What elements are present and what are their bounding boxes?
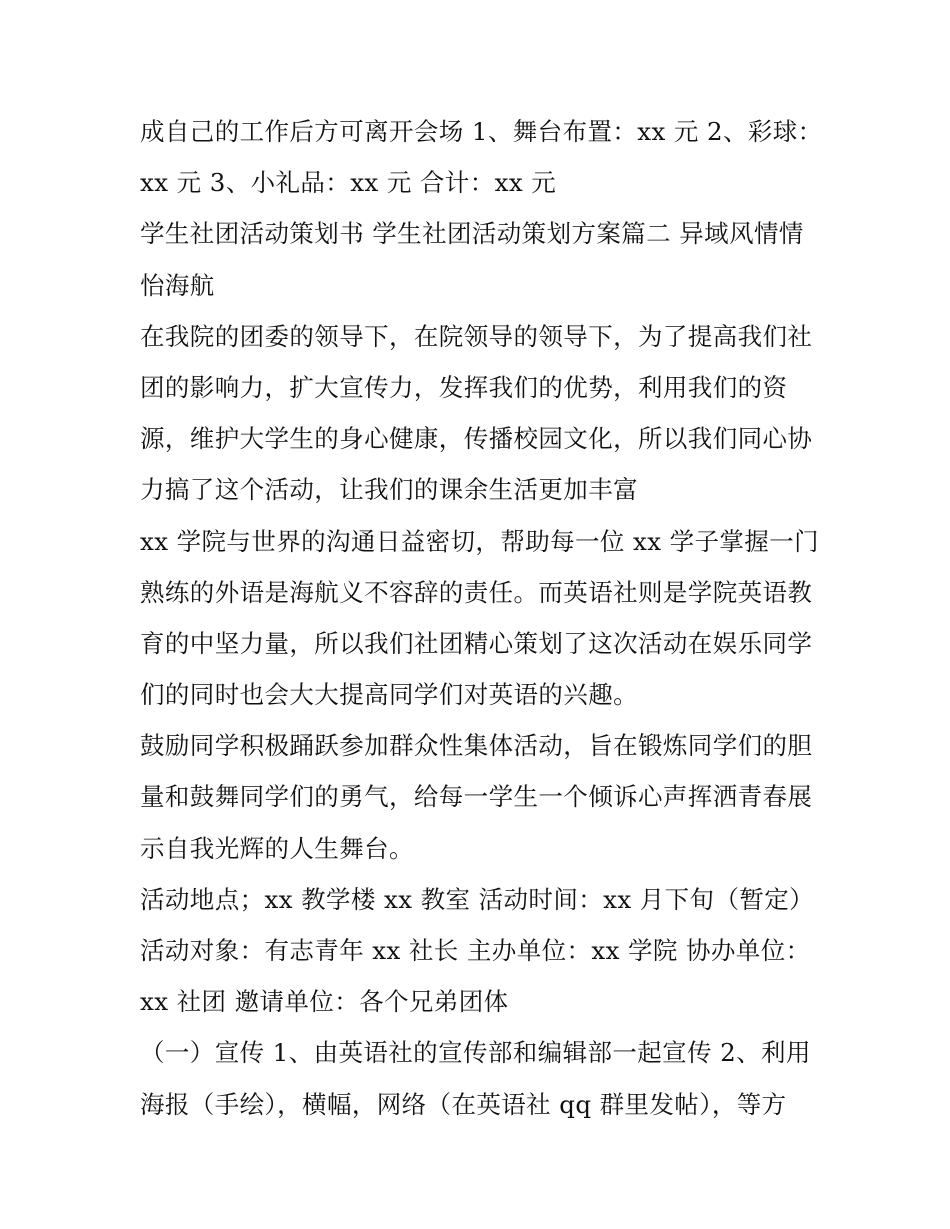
text-line: 学生社团活动策划书 学生社团活动策划方案篇二 异域风情情 (140, 219, 804, 249)
text-line: 们的同时也会大大提高同学们对英语的兴趣。 (140, 680, 638, 710)
text-line: 团的影响力，扩大宣传力，发挥我们的优势，利用我们的资 (140, 372, 788, 402)
text-line: 熟练的外语是海航义不容辞的责任。而英语社则是学院英语教 (140, 577, 813, 607)
document-body (140, 106, 823, 1130)
text-line: 鼓励同学积极踊跃参加群众性集体活动，旨在锻炼同学们的胆 (140, 731, 813, 761)
text-line: xx 学院与世界的沟通日益密切，帮助每一位 xx 学子掌握一门 (140, 526, 820, 556)
text-line: 示自我光辉的人生舞台。 (140, 833, 414, 863)
text-line: 活动地点；xx 教学楼 xx 教室 活动时间：xx 月下旬（暂定） (140, 884, 815, 914)
text-line: 育的中坚力量，所以我们社团精心策划了这次活动在娱乐同学 (140, 628, 813, 658)
text-line: 怡海航 (140, 270, 215, 300)
text-line: 活动对象：有志青年 xx 社长 主办单位：xx 学院 协办单位： (140, 936, 811, 965)
text-line: 海报（手绘），横幅，网络（在英语社 qq 群里发帖），等方 (140, 1089, 787, 1119)
text-line: 量和鼓舞同学们的勇气，给每一学生一个倾诉心声挥洒青春展 (140, 782, 813, 812)
text-line: 力搞了这个活动，让我们的课余生活更加丰富 (140, 475, 638, 505)
text-line: （一）宣传 1、由英语社的宣传部和编辑部一起宣传 2、利用 (140, 1038, 811, 1068)
text-line: xx 社团 邀请单位：各个兄弟团体 (140, 987, 509, 1017)
text-line: 在我院的团委的领导下，在院领导的领导下，为了提高我们社 (140, 321, 813, 351)
text-line: 源，维护大学生的身心健康，传播校园文化，所以我们同心协 (140, 424, 813, 454)
text-line: xx 元 3、小礼品：xx 元 合计：xx 元 (140, 168, 557, 198)
text-line: 成自己的工作后方可离开会场 1、舞台布置：xx 元 2、彩球： (140, 117, 823, 146)
